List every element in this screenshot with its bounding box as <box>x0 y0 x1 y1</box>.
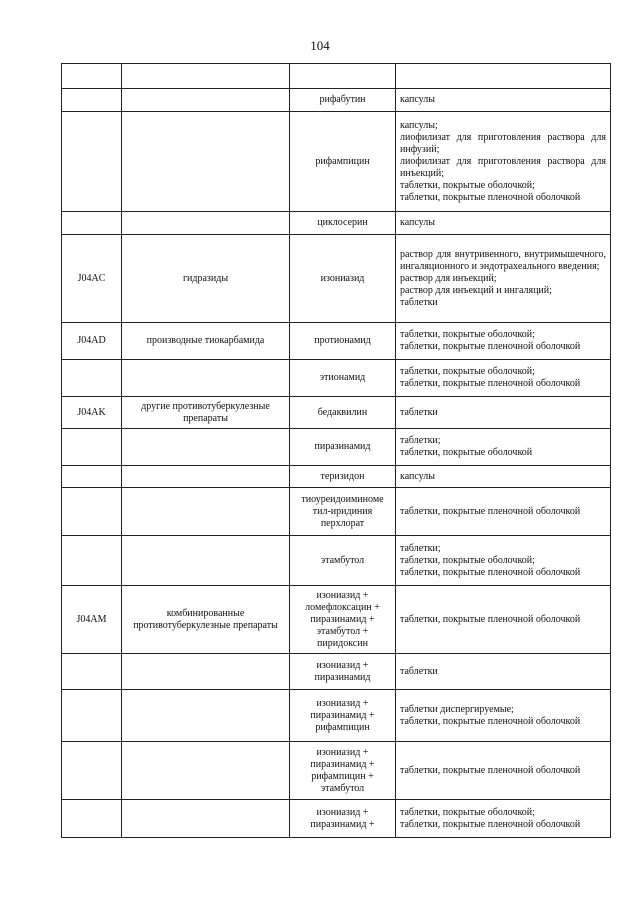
atc-code: J04AK <box>62 397 122 429</box>
atc-code <box>62 360 122 397</box>
atc-code <box>62 466 122 488</box>
table-row <box>62 64 611 89</box>
group-name <box>122 800 290 838</box>
group-name: гидразиды <box>122 235 290 323</box>
drug-name: рифампицин <box>290 112 396 212</box>
table-row <box>62 235 611 323</box>
atc-code <box>62 89 122 112</box>
group-name: другие противотуберкулезные препараты <box>122 397 290 429</box>
drug-name: этионамид <box>290 360 396 397</box>
drug-name: пиразинамид <box>290 429 396 466</box>
table-row <box>62 654 611 690</box>
group-name <box>122 536 290 586</box>
dosage-forms: раствор для внутривенного, внутримышечного, ингаляционного и эндотрахеального введения; раствор для инъекций; раствор для инъекций и ингаляций; таблетки <box>396 235 611 323</box>
atc-code <box>62 536 122 586</box>
group-name <box>122 429 290 466</box>
dosage-forms: таблетки; таблетки, покрытые оболочкой <box>396 429 611 466</box>
dosage-forms: таблетки, покрытые пленочной оболочкой <box>396 488 611 536</box>
table-row <box>62 323 611 360</box>
atc-code: J04AM <box>62 586 122 654</box>
atc-code <box>62 690 122 742</box>
group-name <box>122 64 290 89</box>
dosage-forms: капсулы <box>396 89 611 112</box>
atc-code <box>62 64 122 89</box>
table-row <box>62 212 611 235</box>
group-name <box>122 742 290 800</box>
atc-code <box>62 112 122 212</box>
drug-name: рифабутин <box>290 89 396 112</box>
table-row <box>62 742 611 800</box>
atc-code <box>62 654 122 690</box>
drug-name: изониазид + пиразинамид <box>290 654 396 690</box>
atc-code <box>62 800 122 838</box>
table-row <box>62 397 611 429</box>
group-name: комбинированные противотуберкулезные препараты <box>122 586 290 654</box>
drug-name: изониазид + ломефлоксацин + пиразинамид + этамбутол + пиридоксин <box>290 586 396 654</box>
atc-code <box>62 488 122 536</box>
table-row <box>62 466 611 488</box>
group-name <box>122 654 290 690</box>
drug-table <box>61 63 611 838</box>
group-name <box>122 488 290 536</box>
drug-name: этамбутол <box>290 536 396 586</box>
dosage-forms: капсулы <box>396 212 611 235</box>
drug-name: циклосерин <box>290 212 396 235</box>
atc-code: J04AD <box>62 323 122 360</box>
drug-name <box>290 64 396 89</box>
drug-name: бедаквилин <box>290 397 396 429</box>
table-row <box>62 360 611 397</box>
atc-code <box>62 429 122 466</box>
dosage-forms: таблетки, покрытые оболочкой; таблетки, покрытые пленочной оболочкой <box>396 360 611 397</box>
dosage-forms <box>396 64 611 89</box>
dosage-forms: таблетки <box>396 397 611 429</box>
dosage-forms: таблетки, покрытые пленочной оболочкой <box>396 586 611 654</box>
table-row <box>62 536 611 586</box>
drug-name: тиоуреидоиминоме тил-иридиния перхлорат <box>290 488 396 536</box>
dosage-forms: таблетки; таблетки, покрытые оболочкой; таблетки, покрытые пленочной оболочкой <box>396 536 611 586</box>
drug-name: изониазид + пиразинамид + <box>290 800 396 838</box>
dosage-forms: капсулы; лиофилизат для приготовления раствора для инфузий; лиофилизат для приготовления раствора для инъекций; таблетки, покрытые оболочкой; таблетки, покрытые пленочной оболочкой <box>396 112 611 212</box>
dosage-forms: таблетки, покрытые оболочкой; таблетки, покрытые пленочной оболочкой <box>396 800 611 838</box>
dosage-forms: таблетки, покрытые пленочной оболочкой <box>396 742 611 800</box>
table-row <box>62 586 611 654</box>
group-name <box>122 112 290 212</box>
dosage-forms: таблетки <box>396 654 611 690</box>
page-number: 104 <box>310 38 330 53</box>
dosage-forms: таблетки, покрытые оболочкой; таблетки, покрытые пленочной оболочкой <box>396 323 611 360</box>
table-row <box>62 429 611 466</box>
group-name: производные тиокарбамида <box>122 323 290 360</box>
group-name <box>122 690 290 742</box>
atc-code <box>62 742 122 800</box>
group-name <box>122 360 290 397</box>
table-row <box>62 89 611 112</box>
table-row <box>62 800 611 838</box>
dosage-forms: таблетки диспергируемые; таблетки, покрытые пленочной оболочкой <box>396 690 611 742</box>
group-name <box>122 89 290 112</box>
drug-name: изониазид + пиразинамид + рифампицин + этамбутол <box>290 742 396 800</box>
table-row <box>62 112 611 212</box>
drug-name: изониазид <box>290 235 396 323</box>
atc-code <box>62 212 122 235</box>
table-row <box>62 488 611 536</box>
dosage-forms: капсулы <box>396 466 611 488</box>
group-name <box>122 212 290 235</box>
drug-name: теризидон <box>290 466 396 488</box>
drug-name: изониазид + пиразинамид + рифампицин <box>290 690 396 742</box>
drug-name: протионамид <box>290 323 396 360</box>
atc-code: J04AC <box>62 235 122 323</box>
group-name <box>122 466 290 488</box>
table-row <box>62 690 611 742</box>
